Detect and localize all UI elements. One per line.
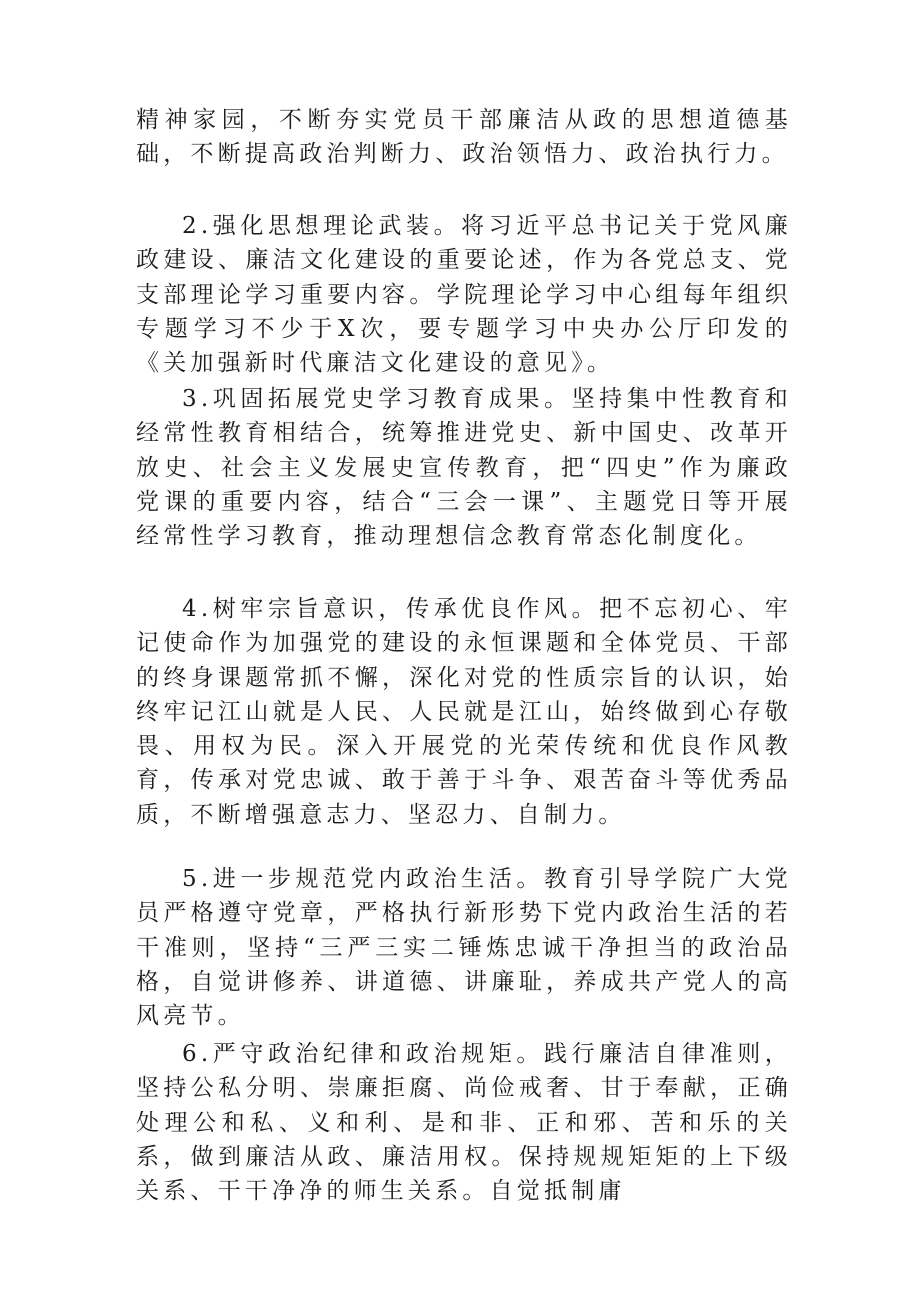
paragraph-item-4: 4.树牢宗旨意识，传承优良作风。把不忘初心、牢记使命作为加强党的建设的永恒课题和全体党员、干部的终身课题常抓不懈，深化对党的性质宗旨的认识，始终牢记江山就是人民、人民就是江山，始终做到心存敬畏、用权为民。深入开展党的光荣传统和优良作风教育，传承对党忠诚、敢于善于斗争、艰苦奋斗等优秀品质，不断增强意志力、坚忍力、自制力。 bbox=[136, 596, 792, 828]
paragraph-continuation: 精神家园，不断夯实党员干部廉洁从政的思想道德基础，不断提高政治判断力、政治领悟力、政治执行力。 bbox=[136, 107, 792, 168]
paragraph-item-2: 2.强化思想理论武装。将习近平总书记关于党风廉政建设、廉洁文化建设的重要论述，作为各党总支、党支部理论学习重要内容。学院理论学习中心组每年组织专题学习不少于X次，要专题学习中央办公厅印发的《关加强新时代廉洁文化建设的意见》。 bbox=[136, 213, 792, 377]
paragraph-item-3: 3.巩固拓展党史学习教育成果。坚持集中性教育和经常性教育相结合，统筹推进党史、新中国史、改革开放史、社会主义发展史宣传教育，把“四史”作为廉政党课的重要内容，结合“三会一课”、主题党日等开展经常性学习教育，推动理想信念教育常态化制度化。 bbox=[136, 386, 792, 550]
paragraph-item-6: 6.严守政治纪律和政治规矩。践行廉洁自律准则，坚持公私分明、崇廉拒腐、尚俭戒奢、甘于奉献，正确处理公和私、义和利、是和非、正和邪、苦和乐的关系，做到廉洁从政、廉洁用权。保持规规矩矩的上下级关系、干干净净的师生关系。自觉抵制庸 bbox=[136, 1041, 792, 1205]
paragraph-item-5: 5.进一步规范党内政治生活。教育引导学院广大党员严格遵守党章，严格执行新形势下党内政治生活的若干准则，坚持“三严三实二锤炼忠诚干净担当的政治品格，自觉讲修养、讲道德、讲廉耻，养成共产党人的高风亮节。 bbox=[136, 866, 792, 1030]
